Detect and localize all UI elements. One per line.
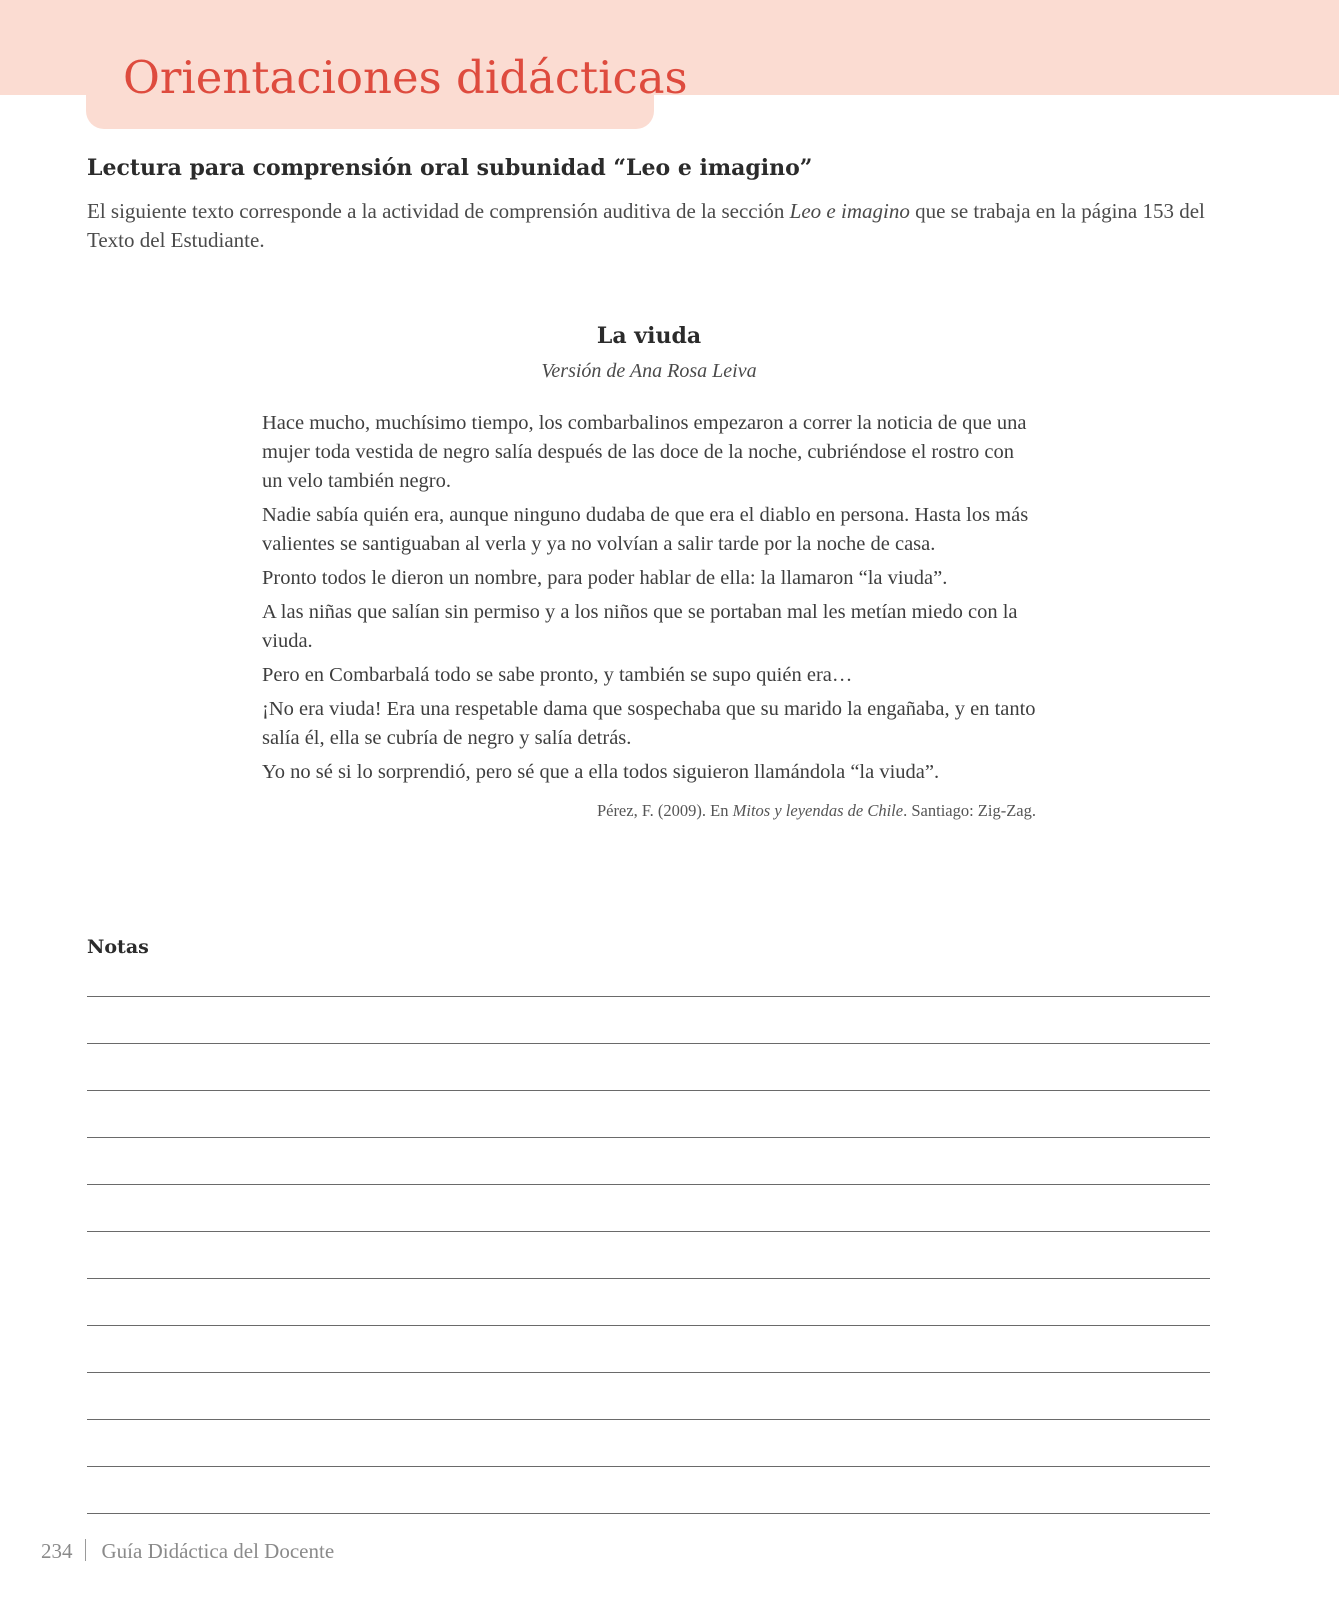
note-line: [87, 1231, 1210, 1232]
story-paragraph: Hace mucho, muchísimo tiempo, los combarbalinos empezaron a correr la noticia de que una mujer toda vestida de negro salía después de las doce de la noche, cubriéndose el rostro con un velo también negro.: [262, 412, 1027, 492]
book-title: Guía Didáctica del Docente: [101, 1539, 335, 1563]
note-line: [87, 1419, 1210, 1420]
note-line: [87, 1090, 1210, 1091]
story-citation: [262, 799, 1036, 823]
note-line: [87, 1043, 1210, 1044]
note-line: [87, 996, 1210, 997]
section-heading: Lectura para comprensión oral subunidad “Leo e imagino”: [87, 155, 813, 181]
citation-text-italic: Mitos y leyendas de Chile: [732, 801, 904, 820]
story-paragraph: Pronto todos le dieron un nombre, para poder hablar de ella: la llamaron “la viuda”.: [262, 567, 948, 589]
note-line: [87, 1466, 1210, 1467]
citation-text-start: Pérez, F. (2009). En: [596, 801, 733, 820]
intro-text-italic: Leo e imagino: [789, 199, 910, 223]
intro-paragraph: [87, 197, 1217, 255]
story-block: [262, 316, 1036, 823]
intro-text-end: que se trabaja en la página 153 del Texto del Estudiante.: [87, 199, 1205, 252]
note-line: [87, 1278, 1210, 1279]
page-footer: [41, 1536, 334, 1566]
note-line: [87, 1184, 1210, 1185]
note-line: [87, 1372, 1210, 1373]
citation-text-end: . Santiago: Zig-Zag.: [903, 801, 1036, 820]
story-title: La viuda: [596, 323, 702, 349]
story-paragraph: Nadie sabía quién era, aunque ninguno dudaba de que era el diablo en persona. Hasta los más valientes se santiguaban al verla y ya no volvían a salir tarde por la noche de casa.: [262, 504, 1029, 555]
page-number: 234: [41, 1539, 73, 1563]
story-paragraph: Yo no sé si lo sorprendió, pero sé que a ella todos siguieron llamándola “la viuda”.: [262, 761, 940, 783]
story-paragraph: A las niñas que salían sin permiso y a los niños que se portaban mal les metían miedo con la viuda.: [262, 601, 1018, 652]
note-line: [87, 1513, 1210, 1514]
page-title: Orientaciones didácticas: [123, 51, 688, 104]
footer-divider: [85, 1539, 86, 1561]
note-line: [87, 1325, 1210, 1326]
story-paragraph: ¡No era viuda! Era una respetable dama que sospechaba que su marido la engañaba, y en tanto salía él, ella se cubría de negro y salía detrás.: [262, 698, 1036, 749]
intro-text-start: El siguiente texto corresponde a la actividad de comprensión auditiva de la sección: [87, 199, 790, 223]
notes-heading: Notas: [87, 936, 149, 958]
story-author: Versión de Ana Rosa Leiva: [541, 360, 757, 382]
story-paragraph: Pero en Combarbalá todo se sabe pronto, y también se supo quién era…: [262, 664, 853, 686]
note-line: [87, 1137, 1210, 1138]
